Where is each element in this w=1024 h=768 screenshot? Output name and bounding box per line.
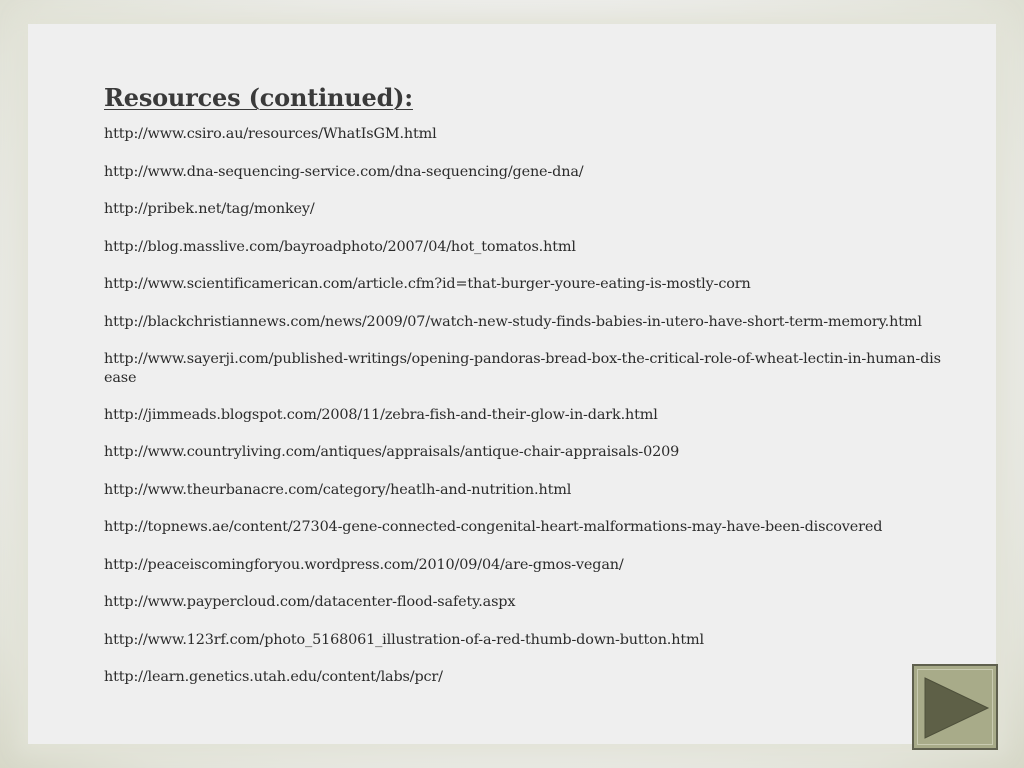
resource-link[interactable]: http://learn.genetics.utah.edu/content/labs/pcr/ bbox=[104, 669, 443, 685]
resource-link[interactable]: http://www.123rf.com/photo_5168061_illustration-of-a-red-thumb-down-button.html bbox=[104, 631, 704, 648]
resource-link[interactable]: http://www.scientificamerican.com/article.cfm?id=that-burger-youre-eating-is-mostly-corn bbox=[104, 276, 751, 292]
play-icon bbox=[924, 677, 990, 739]
resource-link[interactable]: http://www.countryliving.com/antiques/appraisals/antique-chair-appraisals-0209 bbox=[104, 444, 680, 460]
slide-title: Resources (continued): bbox=[104, 83, 413, 112]
next-slide-button[interactable] bbox=[912, 664, 998, 750]
resource-link[interactable]: http://www.dna-sequencing-service.com/dna-sequencing/gene-dna/ bbox=[104, 163, 584, 180]
resource-link[interactable]: http://www.sayerji.com/published-writings/opening-pandoras-bread-box-the-critical-role-of-wheat-lectin-in-human-disease bbox=[104, 351, 941, 386]
resource-link[interactable]: http://blog.masslive.com/bayroadphoto/2007/04/hot_tomatos.html bbox=[104, 238, 576, 255]
resource-link-list bbox=[104, 125, 944, 687]
slide-content bbox=[104, 82, 944, 706]
resource-link[interactable]: http://peaceiscomingforyou.wordpress.com/2010/09/04/are-gmos-vegan/ bbox=[104, 556, 624, 573]
resource-link[interactable]: http://www.csiro.au/resources/WhatIsGM.html bbox=[104, 126, 437, 142]
resource-link[interactable]: http://blackchristiannews.com/news/2009/07/watch-new-study-finds-babies-in-utero-have-short-term-memory.html bbox=[104, 313, 922, 330]
resource-link[interactable]: http://pribek.net/tag/monkey/ bbox=[104, 201, 315, 217]
resource-link[interactable]: http://jimmeads.blogspot.com/2008/11/zebra-fish-and-their-glow-in-dark.html bbox=[104, 406, 658, 423]
resource-link[interactable]: http://topnews.ae/content/27304-gene-connected-congenital-heart-malformations-may-have-been-discovered bbox=[104, 519, 883, 535]
resource-link[interactable]: http://www.paypercloud.com/datacenter-flood-safety.aspx bbox=[104, 594, 516, 610]
resource-link[interactable]: http://www.theurbanacre.com/category/heatlh-and-nutrition.html bbox=[104, 481, 572, 498]
